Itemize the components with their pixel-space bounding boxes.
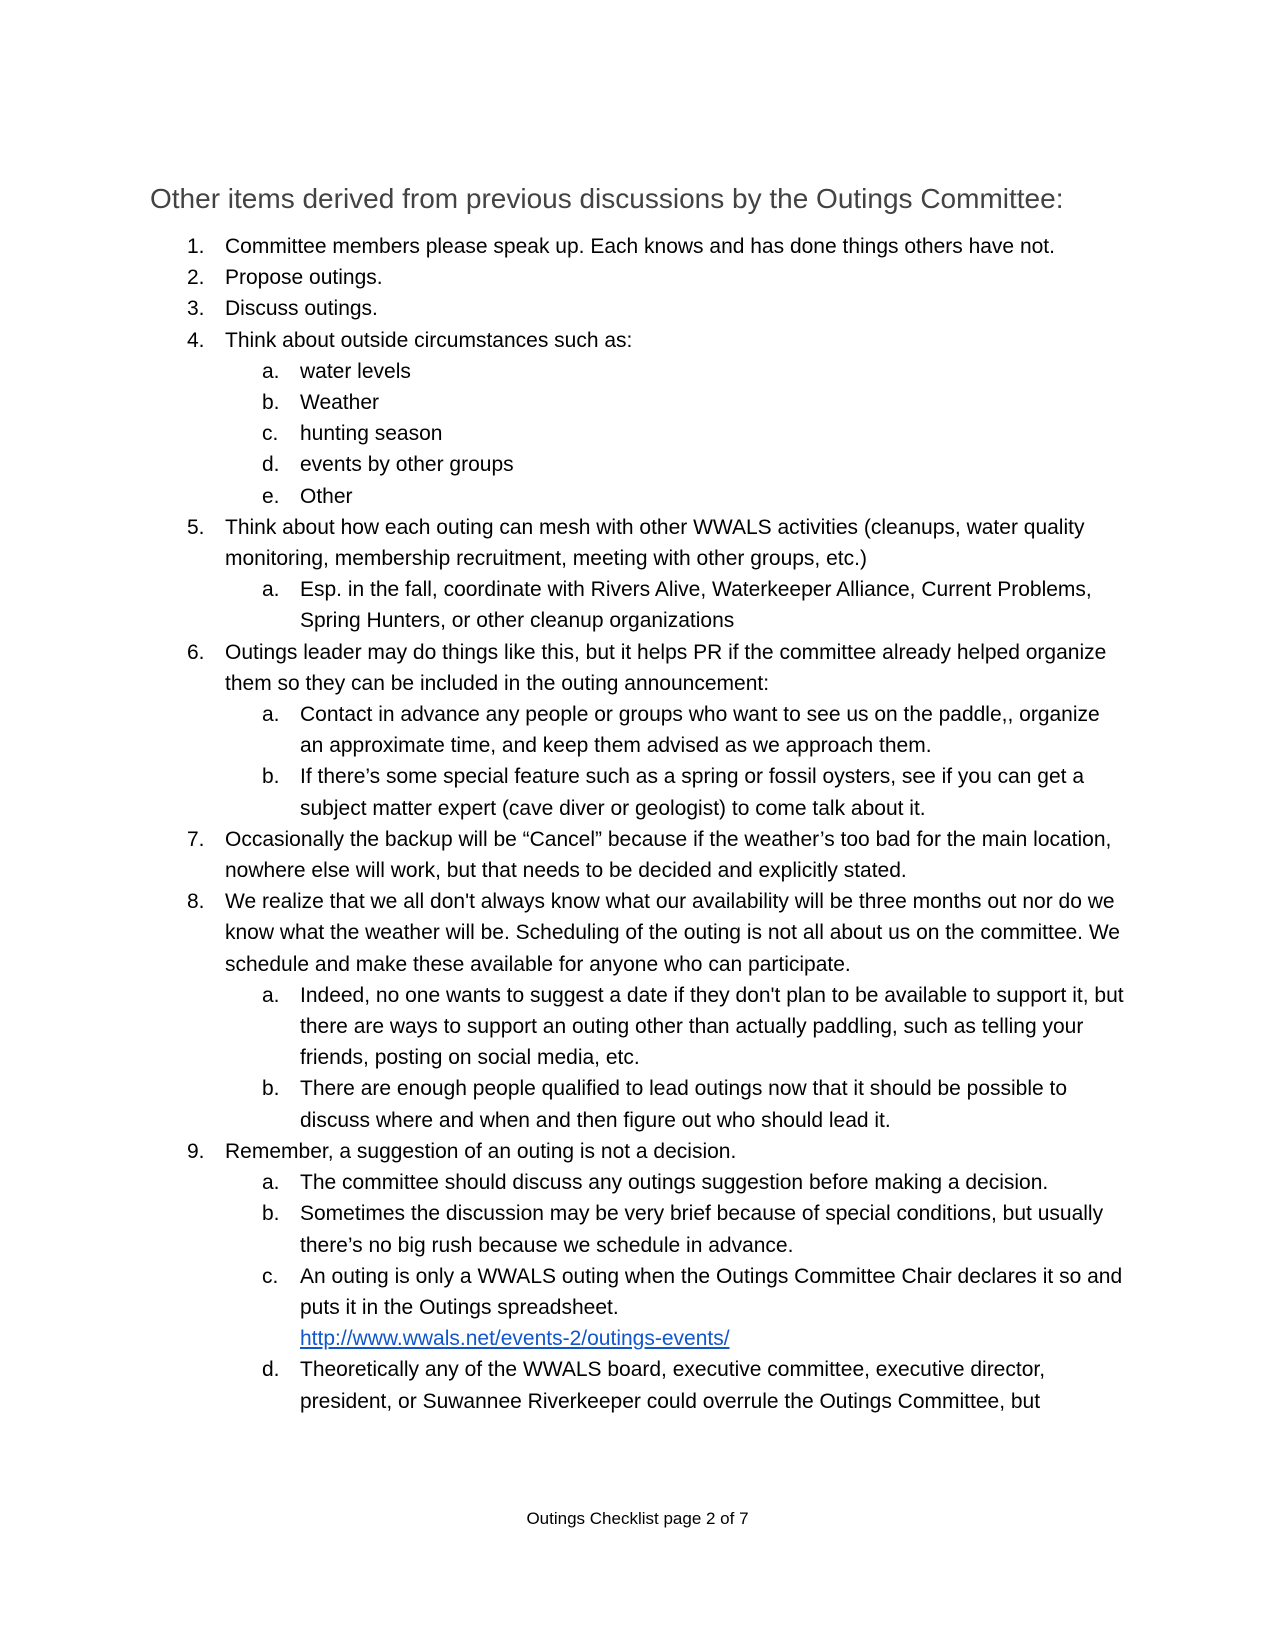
list-marker: 4. bbox=[187, 328, 205, 352]
sub-list-item bbox=[0, 418, 1125, 449]
outings-events-link[interactable]: http://www.wwals.net/events-2/outings-events/ bbox=[300, 1327, 730, 1351]
list-item bbox=[0, 325, 1125, 356]
list-item-text: Think about how each outing can mesh with other WWALS activities (cleanups, water quality monitoring, membership recruitment, meeting with other groups, etc.) bbox=[225, 515, 1085, 571]
list-item-text: Remember, a suggestion of an outing is not a decision. bbox=[225, 1139, 737, 1163]
page-footer: Outings Checklist page 2 of 7 bbox=[526, 1509, 749, 1528]
sub-list-item bbox=[0, 980, 1125, 1074]
sub-list-item bbox=[0, 574, 1125, 636]
list-item-text: events by other groups bbox=[300, 453, 514, 477]
list-marker: a. bbox=[262, 703, 280, 727]
sub-list-item bbox=[0, 1167, 1125, 1198]
list-item-text: Committee members please speak up. Each knows and has done things others have not. bbox=[225, 235, 1055, 258]
sub-list-item bbox=[0, 356, 1125, 387]
list-marker: 2. bbox=[187, 266, 205, 290]
list-item-text: Sometimes the discussion may be very brief because of special conditions, but usually there’s no big rush because we schedule in advance. bbox=[300, 1202, 1104, 1257]
list-item bbox=[0, 1136, 1125, 1167]
sub-list-item bbox=[0, 1073, 1125, 1135]
checklist bbox=[0, 231, 1275, 1417]
list-item-text: Occasionally the backup will be “Cancel” because if the weather’s too bad for the main location, nowhere else will work, but that needs to be decided and explicitly stated. bbox=[225, 827, 1112, 883]
list-item-text: hunting season bbox=[300, 422, 443, 446]
list-item-text: Think about outside circumstances such as: bbox=[225, 328, 633, 352]
list-item-text: If there’s some special feature such as a spring or fossil oysters, see if you can get a subject matter expert (cave diver or geologist) to come talk about it. bbox=[300, 765, 1085, 820]
list-item-text: The committee should discuss any outings suggestion before making a decision. bbox=[300, 1171, 1049, 1195]
list-marker: e. bbox=[262, 484, 280, 508]
list-marker: 9. bbox=[187, 1139, 205, 1163]
list-marker: b. bbox=[262, 1202, 280, 1226]
list-marker: c. bbox=[262, 422, 279, 446]
list-item-text: Weather bbox=[300, 391, 379, 415]
list-marker: 3. bbox=[187, 297, 205, 321]
list-marker: 5. bbox=[187, 515, 205, 539]
list-marker: 1. bbox=[187, 235, 205, 258]
sub-list-item bbox=[0, 481, 1125, 512]
list-item-text: An outing is only a WWALS outing when the Outings Committee Chair declares it so and puts it in the Outings spreadsheet. bbox=[300, 1264, 1123, 1319]
list-item-text: Propose outings. bbox=[225, 266, 383, 290]
list-marker: a. bbox=[262, 359, 280, 383]
list-item-text: Esp. in the fall, coordinate with Rivers Alive, Waterkeeper Alliance, Current Problems, Spring Hunters, or other cleanup organizations bbox=[300, 578, 1092, 633]
list-marker: 7. bbox=[187, 827, 205, 851]
list-marker: 8. bbox=[187, 890, 205, 914]
list-item bbox=[0, 262, 1125, 293]
sub-list-item bbox=[0, 387, 1125, 418]
sub-list-item bbox=[0, 1198, 1125, 1260]
list-item-text: Outings leader may do things like this, but it helps PR if the committee already helped organize them so they can be included in the outing announcement: bbox=[225, 640, 1107, 695]
sub-list-item bbox=[0, 1354, 1125, 1416]
sub-list-item bbox=[0, 1261, 1125, 1355]
list-marker: a. bbox=[262, 578, 280, 602]
list-item-text: Other bbox=[300, 484, 353, 508]
section-heading: Other items derived from previous discussions by the Outings Committee: bbox=[150, 183, 1064, 214]
list-marker: d. bbox=[262, 1358, 280, 1382]
list-item bbox=[0, 637, 1125, 699]
list-marker: b. bbox=[262, 765, 280, 789]
list-item bbox=[0, 824, 1125, 886]
list-item-text: Contact in advance any people or groups who want to see us on the paddle,, organize an approximate time, and keep them advised as we approach them. bbox=[300, 703, 1100, 758]
list-item bbox=[0, 231, 1125, 262]
list-item-text: Theoretically any of the WWALS board, executive committee, executive director, president, or Suwannee Riverkeeper could overrule the Outings Committee, but bbox=[300, 1358, 1046, 1413]
list-marker: b. bbox=[262, 1077, 280, 1101]
sub-list-item bbox=[0, 699, 1125, 761]
list-item bbox=[0, 886, 1125, 980]
list-item bbox=[0, 293, 1125, 324]
list-marker: b. bbox=[262, 391, 280, 415]
list-marker: d. bbox=[262, 453, 280, 477]
list-item-text: Indeed, no one wants to suggest a date if they don't plan to be available to support it, but there are ways to support an outing other than actually paddling, such as telling your friends, posting on social media, etc. bbox=[300, 983, 1124, 1070]
sub-list-item bbox=[0, 761, 1125, 823]
sub-list-item bbox=[0, 449, 1125, 480]
list-item bbox=[0, 512, 1125, 574]
list-item-text: Discuss outings. bbox=[225, 297, 378, 321]
list-item-text: water levels bbox=[300, 359, 411, 383]
list-marker: c. bbox=[262, 1264, 279, 1288]
list-marker: a. bbox=[262, 983, 280, 1007]
list-marker: 6. bbox=[187, 640, 205, 664]
list-marker: a. bbox=[262, 1171, 280, 1195]
list-item-text: We realize that we all don't always know what our availability will be three months out nor do we know what the weather will be. Scheduling of the outing is not all about us on the committee. We schedule and make these available for anyone who can participate. bbox=[225, 890, 1120, 976]
list-item-text: There are enough people qualified to lead outings now that it should be possible to discuss where and when and then figure out who should lead it. bbox=[300, 1077, 1068, 1132]
